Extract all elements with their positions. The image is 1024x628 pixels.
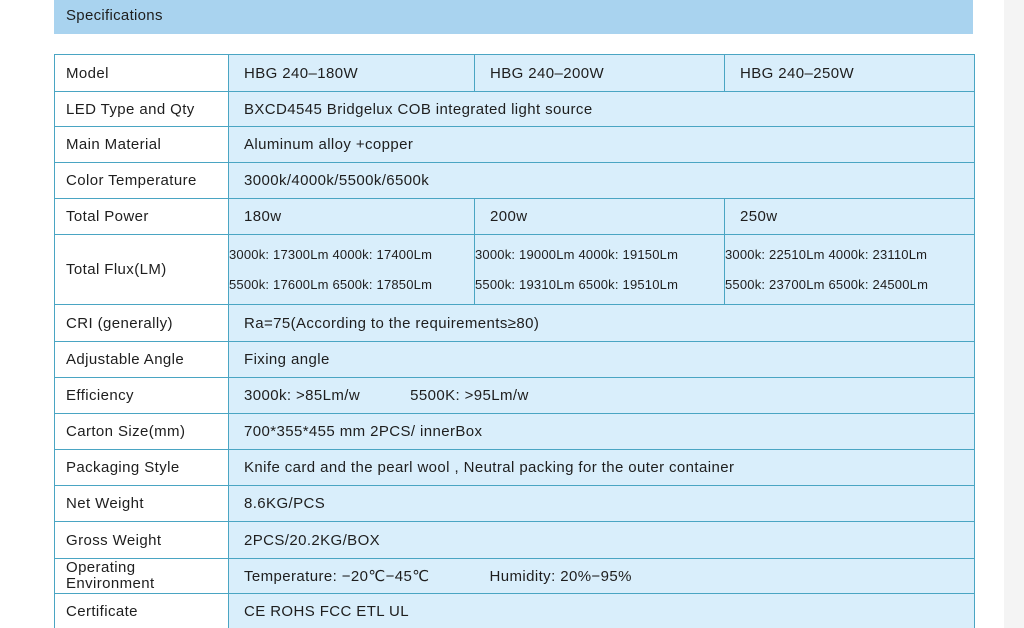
certificate-value: CE ROHS FCC ETL UL bbox=[229, 594, 975, 628]
row-label-cri: CRI (generally) bbox=[55, 305, 229, 342]
table-row-efficiency bbox=[55, 378, 975, 414]
row-label-packaging-style: Packaging Style bbox=[55, 450, 229, 486]
flux-200w-line2: 5500k: 19310Lm 6500k: 19510Lm bbox=[475, 276, 679, 292]
table-row-operating-environment bbox=[55, 559, 975, 594]
table-row-adjustable-angle bbox=[55, 342, 975, 378]
packaging-style-value: Knife card and the pearl wool , Neutral packing for the outer container bbox=[229, 450, 975, 486]
row-label-gross-weight: Gross Weight bbox=[55, 522, 229, 559]
page-title: Specifications bbox=[66, 7, 163, 24]
carton-size-value: 700*355*455 mm 2PCS/ innerBox bbox=[229, 414, 975, 450]
total-power-250w: 250w bbox=[725, 199, 975, 235]
flux-250w-line1: 3000k: 22510Lm 4000k: 23110Lm bbox=[725, 246, 928, 262]
color-temperature-value: 3000k/4000k/5500k/6500k bbox=[229, 163, 975, 199]
row-label-total-power: Total Power bbox=[55, 199, 229, 235]
table-row-total-power bbox=[55, 199, 975, 235]
flux-180w-line2: 5500k: 17600Lm 6500k: 17850Lm bbox=[229, 276, 433, 292]
row-label-operating-environment bbox=[55, 559, 229, 594]
gross-weight-value: 2PCS/20.2KG/BOX bbox=[229, 522, 975, 559]
table-row-gross-weight bbox=[55, 522, 975, 559]
row-label-model: Model bbox=[55, 55, 229, 92]
row-label-carton-size: Carton Size(mm) bbox=[55, 414, 229, 450]
adjustable-angle-value: Fixing angle bbox=[229, 342, 975, 378]
humidity-range: Humidity: 20%−95% bbox=[489, 568, 632, 585]
row-label-certificate: Certificate bbox=[55, 594, 229, 628]
row-label-led-type: LED Type and Qty bbox=[55, 92, 229, 127]
table-row-carton-size bbox=[55, 414, 975, 450]
specifications-table bbox=[54, 54, 975, 628]
table-row-model bbox=[55, 55, 975, 92]
table-row-main-material bbox=[55, 127, 975, 163]
led-type-value: BXCD4545 Bridgelux COB integrated light source bbox=[229, 92, 975, 127]
main-material-value: Aluminum alloy +copper bbox=[229, 127, 975, 163]
operating-label-line1: Operating bbox=[66, 559, 136, 576]
row-label-net-weight: Net Weight bbox=[55, 486, 229, 522]
row-label-adjustable-angle: Adjustable Angle bbox=[55, 342, 229, 378]
total-flux-200w bbox=[475, 235, 725, 305]
operating-environment-value bbox=[229, 559, 975, 594]
total-power-200w: 200w bbox=[475, 199, 725, 235]
model-200w: HBG 240–200W bbox=[475, 55, 725, 92]
row-label-total-flux: Total Flux(LM) bbox=[55, 235, 229, 305]
total-flux-180w bbox=[229, 235, 475, 305]
table-row-certificate bbox=[55, 594, 975, 628]
table-row-net-weight bbox=[55, 486, 975, 522]
table-row-color-temperature bbox=[55, 163, 975, 199]
total-power-180w: 180w bbox=[229, 199, 475, 235]
flux-180w-line1: 3000k: 17300Lm 4000k: 17400Lm bbox=[229, 246, 433, 262]
table-row-packaging-style bbox=[55, 450, 975, 486]
row-label-efficiency: Efficiency bbox=[55, 378, 229, 414]
flux-200w-line1: 3000k: 19000Lm 4000k: 19150Lm bbox=[475, 246, 679, 262]
operating-label-line2: Environment bbox=[66, 575, 155, 592]
row-label-main-material: Main Material bbox=[55, 127, 229, 163]
row-label-color-temperature: Color Temperature bbox=[55, 163, 229, 199]
temperature-range: Temperature: −20℃−45℃ bbox=[244, 568, 430, 585]
flux-250w-line2: 5500k: 23700Lm 6500k: 24500Lm bbox=[725, 276, 929, 292]
specifications-header bbox=[54, 0, 973, 34]
table-row-cri bbox=[55, 305, 975, 342]
net-weight-value: 8.6KG/PCS bbox=[229, 486, 975, 522]
efficiency-5500k: 5500K: >95Lm/w bbox=[410, 387, 529, 404]
efficiency-value bbox=[229, 378, 975, 414]
efficiency-3000k: 3000k: >85Lm/w bbox=[244, 387, 361, 404]
cri-value: Ra=75(According to the requirements≥80) bbox=[229, 305, 975, 342]
model-250w: HBG 240–250W bbox=[725, 55, 975, 92]
table-row-led-type bbox=[55, 92, 975, 127]
model-180w: HBG 240–180W bbox=[229, 55, 475, 92]
table-row-total-flux bbox=[55, 235, 975, 305]
total-flux-250w bbox=[725, 235, 975, 305]
page-edge bbox=[1004, 0, 1024, 628]
